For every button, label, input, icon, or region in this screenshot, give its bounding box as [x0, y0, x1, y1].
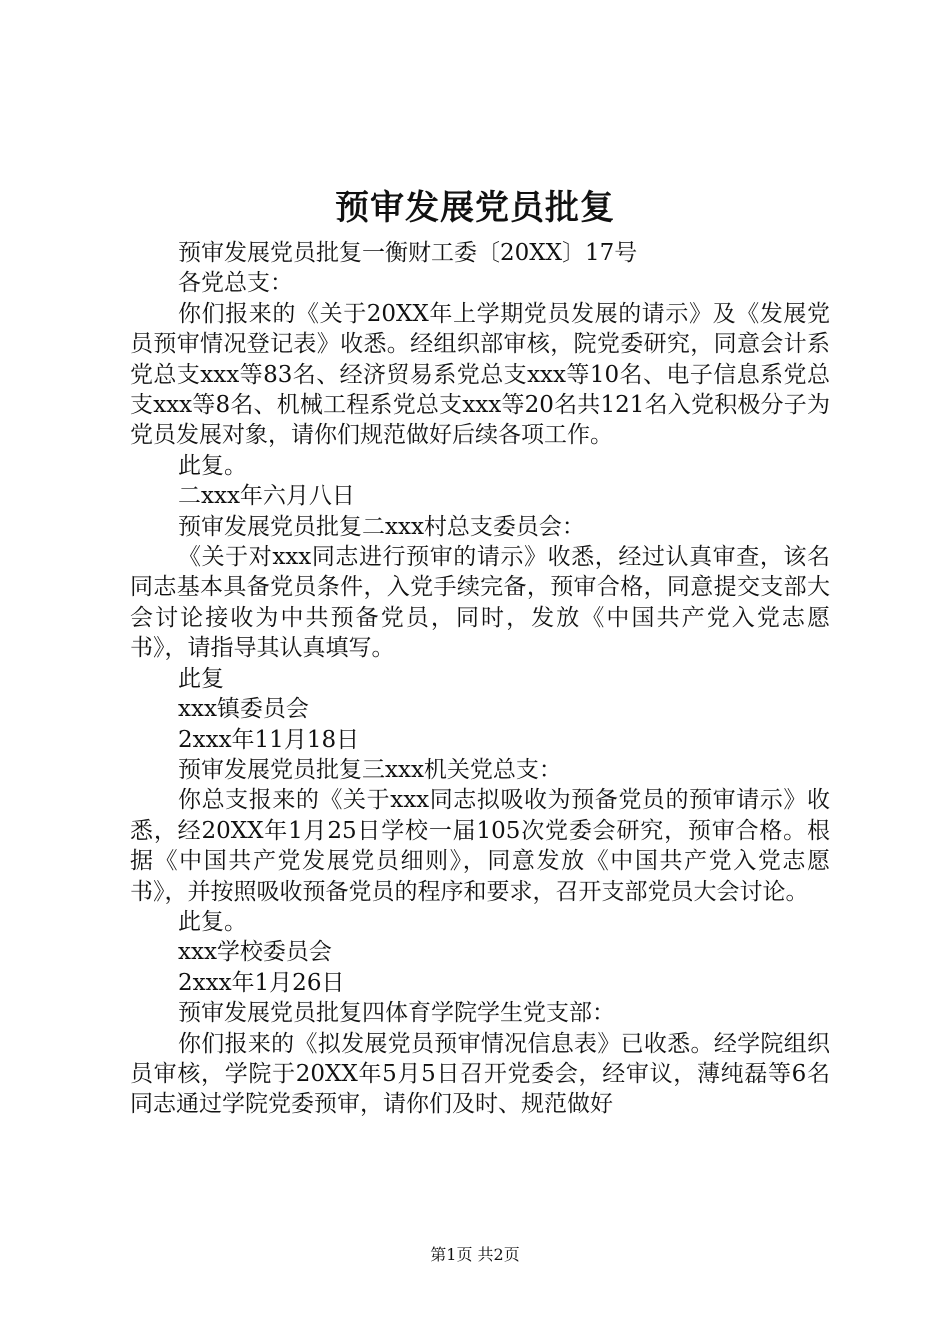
paragraph-date-2: 2xxx年11月18日: [178, 726, 360, 753]
paragraph-date-3: 2xxx年1月26日: [178, 969, 345, 996]
paragraph-heading-3: 预审发展党员批复三xxx机关党总支：: [178, 756, 562, 783]
paragraph-signature-2: xxx镇委员会: [178, 696, 309, 723]
paragraph-closing-2: 此复: [178, 665, 224, 692]
paragraph-date-1: 二xxx年六月八日: [178, 483, 355, 510]
paragraph-heading-4: 预审发展党员批复四体育学院学生党支部：: [178, 1000, 615, 1027]
paragraph-closing-1: 此复。: [178, 452, 247, 479]
paragraph-signature-3: xxx学校委员会: [178, 939, 332, 966]
document-title: 预审发展党员批复: [335, 188, 615, 228]
paragraph-body-4: 你们报来的《拟发展党员预审情况信息表》已收悉。经学院组织员审核，学院于20XX年5月5日召开党委会，经审议，薄纯磊等6名同志通过学院党委预审，请你们及时、规范做好: [130, 1030, 830, 1118]
paragraph-body-3: 你总支报来的《关于xxx同志拟吸收为预备党员的预审请示》收悉，经20XX年1月25日学校一届105次党委会研究，预审合格。根据《中国共产党发展党员细则》，同意发放《中国共产党入党志愿书》，并按照吸收预备党员的程序和要求，召开支部党员大会讨论。: [130, 787, 830, 905]
paragraph-heading-1: 预审发展党员批复一衡财工委〔20XX〕17号: [178, 240, 638, 266]
page-number-footer: 第1页 共2页: [430, 1245, 520, 1264]
paragraph-salutation-1: 各党总支：: [178, 270, 293, 297]
paragraph-body-1: 你们报来的《关于20XX年上学期党员发展的请示》及《发展党员预审情况登记表》收悉。经组织部审核，院党委研究，同意会计系党总支xxx等83名、经济贸易系党总支xxx等10名、电子信息系党总支xxx等8名、机械工程系党总支xxx等20名共121名入党积极分子为党员发展对象，请你们规范做好后续各项工作。: [130, 300, 830, 449]
paragraph-closing-3: 此复。: [178, 908, 247, 935]
paragraph-body-2: 《关于对xxx同志进行预审的请示》收悉，经过认真审查，该名同志基本具备党员条件，入党手续完备，预审合格，同意提交支部大会讨论接收为中共预备党员，同时，发放《中国共产党入党志愿书》，请指导其认真填写。: [130, 544, 830, 662]
paragraph-heading-2: 预审发展党员批复二xxx村总支委员会：: [178, 513, 585, 540]
document-body: [130, 238, 830, 1120]
